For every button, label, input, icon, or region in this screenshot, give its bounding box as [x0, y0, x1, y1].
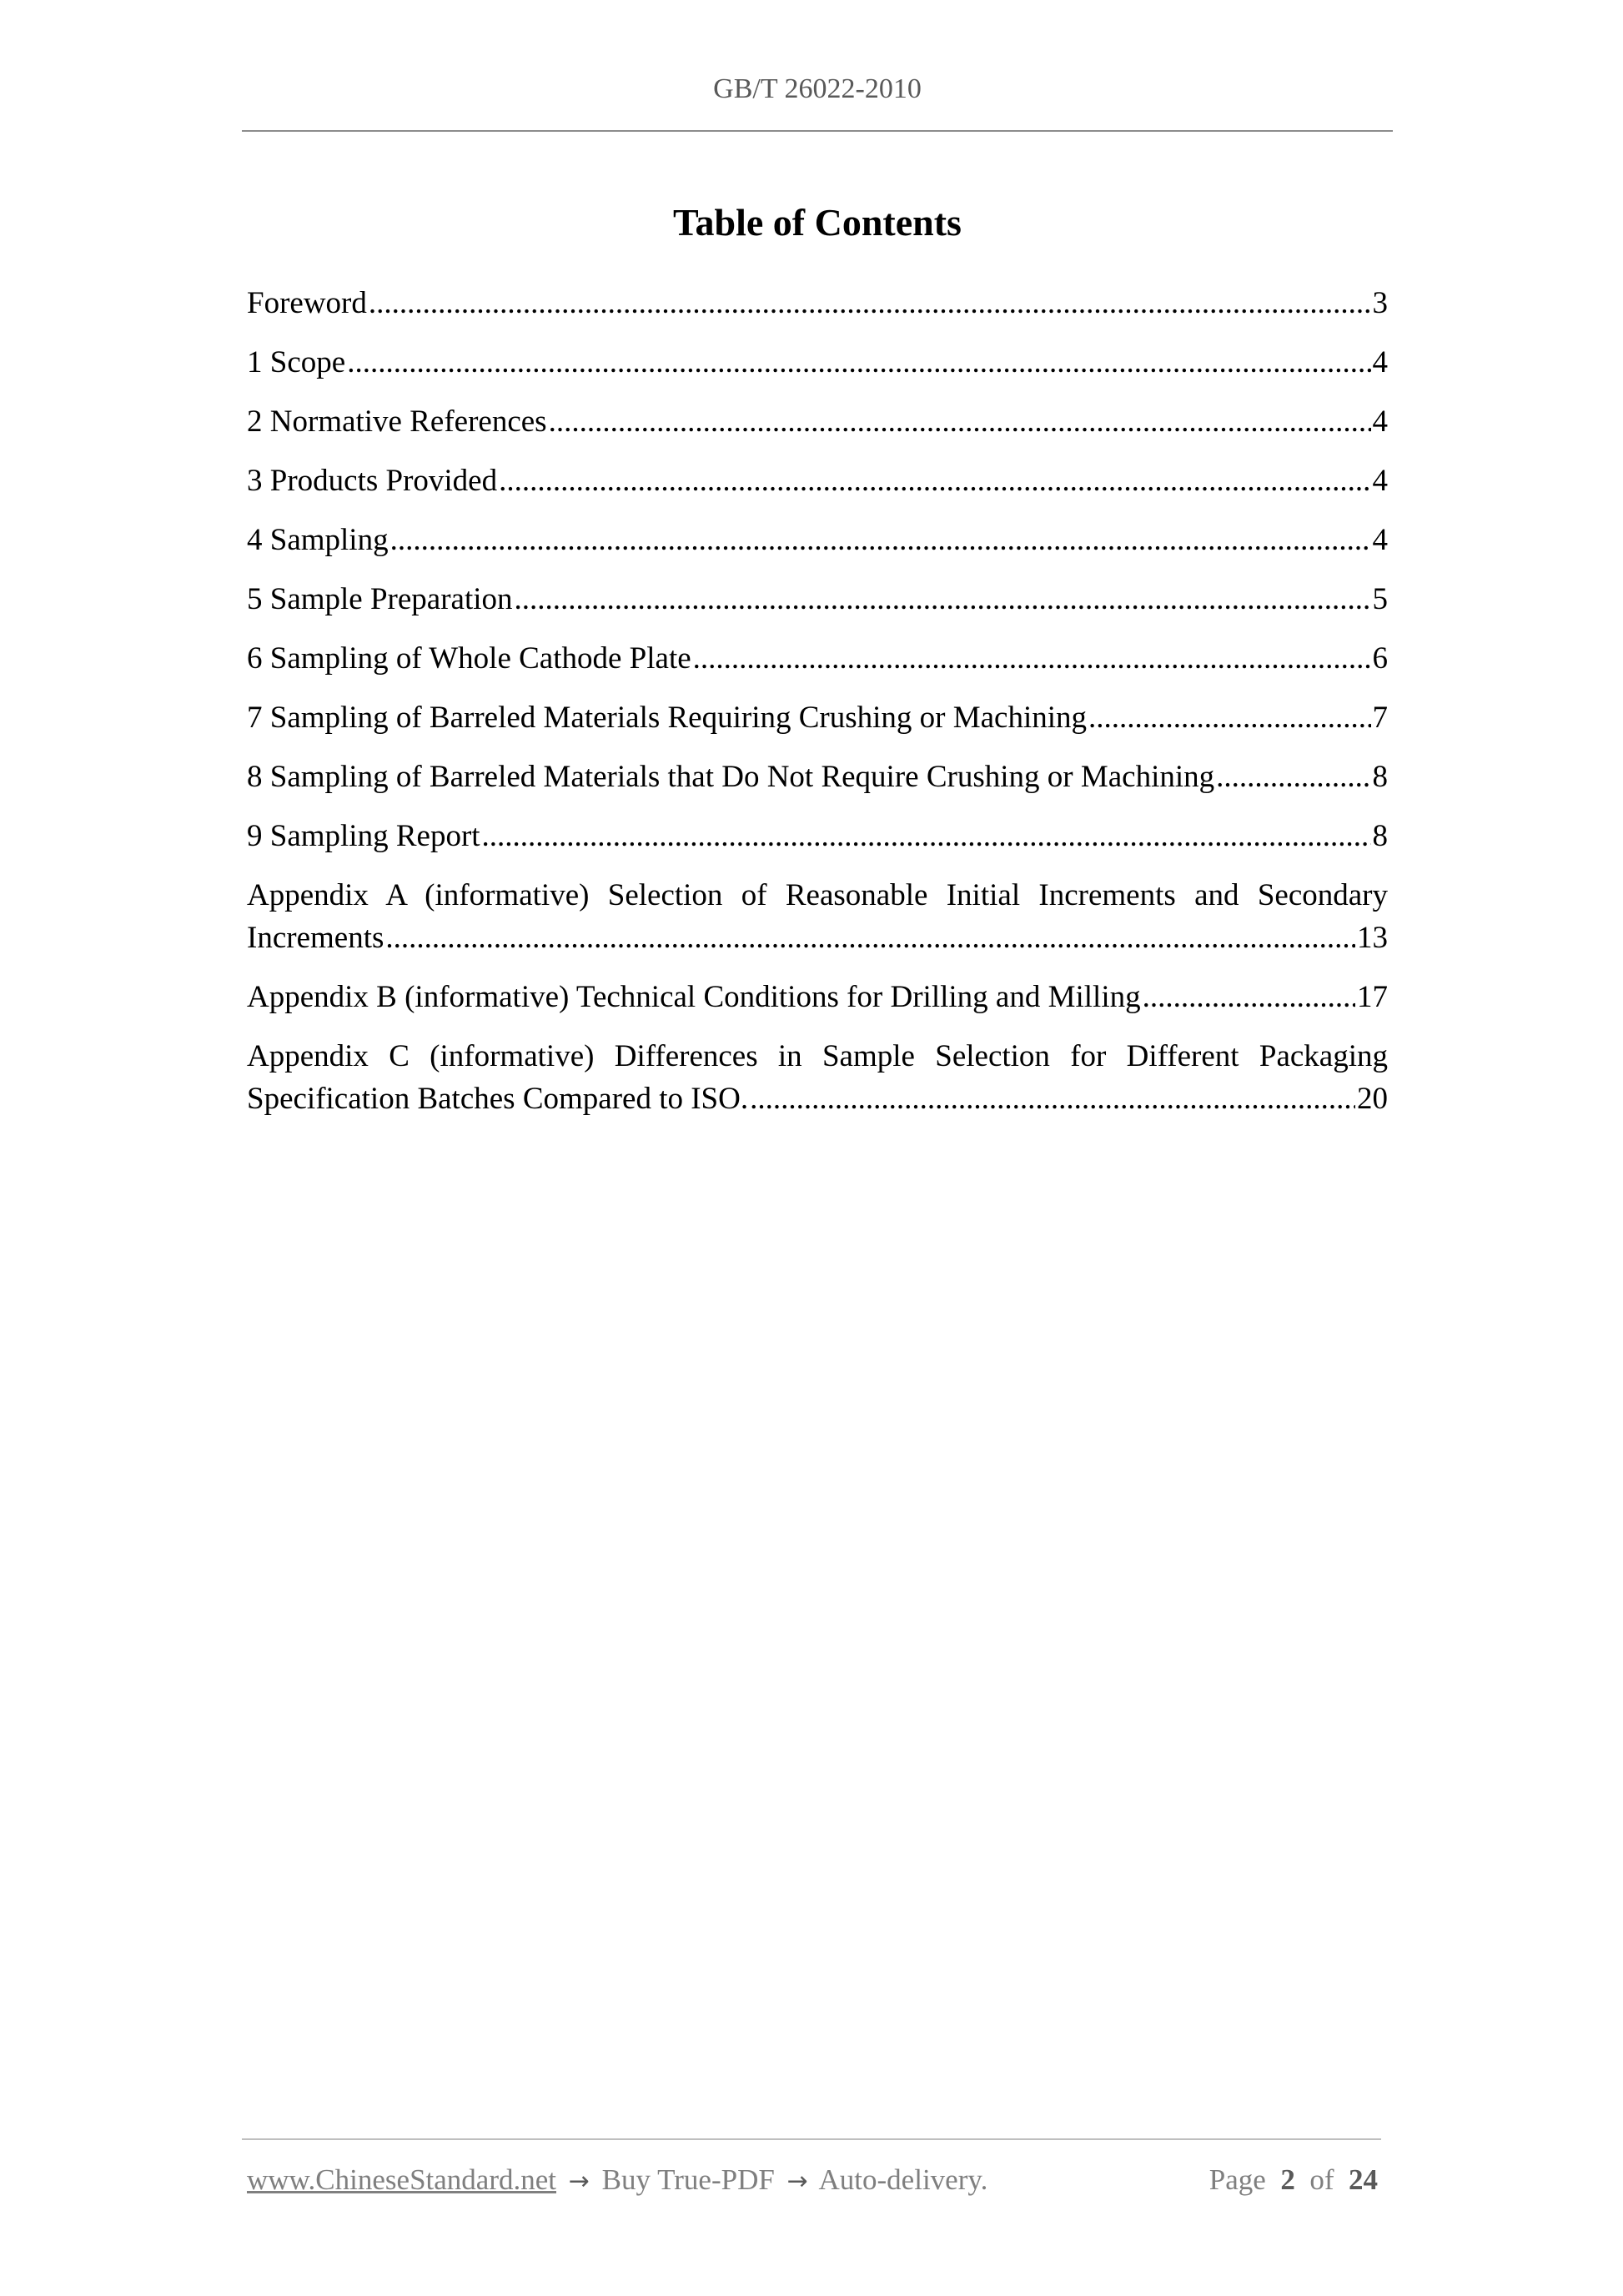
toc-entry-text: 8 Sampling of Barreled Materials that Do Not Require Crushing or Machining: [247, 760, 1215, 794]
dot-leader: [515, 578, 1371, 620]
toc-entry-text: 1 Scope: [247, 345, 346, 379]
toc-entry-scope[interactable]: [247, 341, 1388, 384]
footer-promo: [247, 2163, 987, 2197]
toc-entry-text-line1: Appendix C (informative) Differences in Sample Selection for Different Packaging: [247, 1039, 1388, 1073]
toc-page-number: 20: [1357, 1082, 1388, 1116]
dot-leader: [369, 282, 1371, 324]
toc-page-number: 4: [1372, 523, 1388, 557]
toc-entry-barreled-no-crushing[interactable]: [247, 756, 1388, 798]
toc-entry-sampling-report[interactable]: [247, 815, 1388, 857]
dot-leader: [750, 1078, 1355, 1120]
delivery-text: Auto-delivery.: [818, 2163, 988, 2196]
dot-leader: [1088, 696, 1370, 739]
toc-page-number: 5: [1372, 582, 1388, 616]
buy-text: Buy True-PDF: [601, 2163, 775, 2196]
toc-entry-sampling[interactable]: [247, 519, 1388, 561]
toc-page-number: 7: [1372, 701, 1388, 735]
table-of-contents: [247, 282, 1388, 1137]
document-header: [242, 73, 1393, 105]
toc-entry-normative-references[interactable]: [247, 400, 1388, 443]
toc-page-number: 4: [1372, 404, 1388, 439]
toc-entry-foreword[interactable]: [247, 282, 1388, 324]
toc-page-number: 4: [1372, 464, 1388, 498]
toc-entry-appendix-a[interactable]: [247, 874, 1388, 959]
dot-leader: [693, 637, 1371, 680]
toc-entry-text: 5 Sample Preparation: [247, 582, 513, 616]
toc-page-number: 8: [1372, 819, 1388, 853]
toc-page-number: 3: [1372, 286, 1388, 320]
footer-divider: [242, 2138, 1381, 2140]
page-current: 2: [1280, 2163, 1295, 2196]
page-label: Page: [1208, 2163, 1266, 2196]
arrow-right-icon: →: [568, 2167, 590, 2196]
header-divider: [242, 130, 1393, 132]
page-total: 24: [1349, 2163, 1378, 2196]
page-number: [1209, 2163, 1378, 2197]
page-footer: [247, 2163, 1378, 2197]
dot-leader: [390, 519, 1371, 561]
toc-entry-text: 4 Sampling: [247, 523, 389, 557]
dot-leader: [1143, 976, 1355, 1018]
toc-page-number: 6: [1372, 641, 1388, 676]
toc-entry-text: Appendix B (informative) Technical Conditions for Drilling and Milling: [247, 980, 1141, 1014]
toc-page-number: 17: [1357, 980, 1388, 1014]
site-link[interactable]: www.ChineseStandard.net: [247, 2163, 556, 2196]
toc-entry-text: 7 Sampling of Barreled Materials Requiring Crushing or Machining: [247, 701, 1088, 735]
toc-entry-text: 9 Sampling Report: [247, 819, 480, 853]
dot-leader: [499, 460, 1370, 502]
toc-entry-whole-cathode-plate[interactable]: [247, 637, 1388, 680]
toc-entry-barreled-crushing[interactable]: [247, 696, 1388, 739]
toc-page-number: 4: [1372, 345, 1388, 379]
dot-leader: [549, 400, 1371, 443]
toc-page-number: 8: [1372, 760, 1388, 794]
toc-entry-text: 6 Sampling of Whole Cathode Plate: [247, 641, 691, 676]
toc-entry-products-provided[interactable]: [247, 460, 1388, 502]
toc-entry-text-line2: Increments: [247, 921, 384, 955]
standard-code: GB/T 26022-2010: [713, 73, 922, 104]
dot-leader: [482, 815, 1371, 857]
toc-entry-sample-preparation[interactable]: [247, 578, 1388, 620]
dot-leader: [385, 917, 1355, 959]
toc-page-number: 13: [1357, 921, 1388, 955]
toc-entry-text: 3 Products Provided: [247, 464, 498, 498]
toc-entry-text: Foreword: [247, 286, 367, 320]
dot-leader: [347, 341, 1370, 384]
arrow-right-icon: →: [786, 2167, 808, 2196]
toc-entry-text-line2: Specification Batches Compared to ISO.: [247, 1082, 749, 1116]
toc-entry-appendix-c[interactable]: [247, 1035, 1388, 1120]
page-title: Table of Contents: [673, 201, 962, 244]
toc-entry-text: 2 Normative References: [247, 404, 547, 439]
dot-leader: [1216, 756, 1370, 798]
toc-entry-appendix-b[interactable]: [247, 976, 1388, 1018]
toc-entry-text-line1: Appendix A (informative) Selection of Reasonable Initial Increments and Secondary: [247, 878, 1388, 912]
page-of: of: [1309, 2163, 1334, 2196]
